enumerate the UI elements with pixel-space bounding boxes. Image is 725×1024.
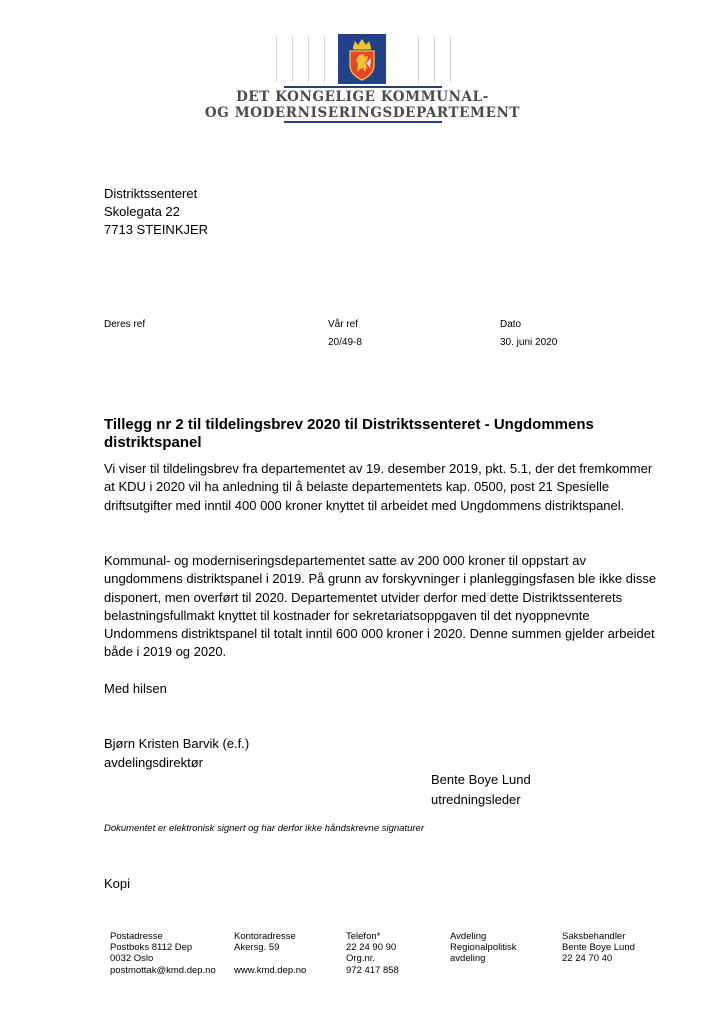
recipient-name: Distriktssenteret [104, 186, 198, 201]
signer-block-2 [431, 771, 531, 809]
recipient-postal: 7713 STEINKJER [104, 222, 209, 237]
signer-block-1 [104, 735, 249, 772]
footer-telefon-heading: Telefon* [346, 931, 381, 942]
footer-telefon-line: 22 24 90 90 [346, 942, 397, 954]
header-rule-bottom [284, 121, 442, 123]
footer-postadresse-heading: Postadresse [110, 931, 163, 942]
footer-postadresse-line: 0032 Oslo [110, 953, 154, 965]
footer-website-link[interactable]: www.kmd.dep.no [234, 964, 307, 976]
signer-2-title: utredningsleder [431, 791, 521, 807]
signer-2-name: Bente Boye Lund [431, 772, 531, 787]
footer-postadresse [110, 931, 216, 976]
body-paragraph-1: Vi viser til tildelingsbrev fra departementet av 19. desember 2019, pkt. 5.1, der det fremkommer at KDU i 2020 vil ha anledning til å belaste departementets kap. 0500, post 21 Spesielle driftsutgifter med inntil 400 000 kroner knyttet til arbeidet med Ungdommens distriktspanel. [104, 461, 653, 513]
signer-1-name: Bjørn Kristen Barvik (e.f.) [104, 736, 250, 751]
body-paragraph-2: Kommunal- og moderniseringsdepartementet satte av 200 000 kroner til oppstart av ungdommens distriktspanel i 2019. På grunn av forskyvninger i planleggingsfasen ble ikke disse disponert, men overført til 2020. Departementet utvider derfor med dette Distriktssenterets belastningsfullmakt knyttet til kostnader for sekretariatsoppgaven til det nyoppnevnte Undommens distriktspanel til totalt inntil 600 000 kroner i 2020. Denne summen gjelder arbeidet både i 2019 og 2020. [104, 553, 657, 660]
department-name-line-1: DET KONGELIGE KOMMUNAL- [236, 89, 489, 105]
footer-saksbehandler-heading: Saksbehandler [562, 931, 626, 942]
footer-kontoradresse-heading: Kontoradresse [234, 931, 296, 942]
footer-postadresse-line: Postboks 8112 Dep [110, 942, 193, 954]
footer-kontoradresse-line [234, 953, 306, 964]
footer-email-link[interactable]: postmottak@kmd.dep.no [110, 964, 216, 976]
footer-kontoradresse-line: Akersg. 59 [234, 942, 280, 954]
footer-saksbehandler-line: Bente Boye Lund [562, 942, 635, 954]
electronic-signature-note: Dokumentet er elektronisk signert og har derfor ikke håndskrevne signaturer [104, 823, 424, 834]
dato-value: 30. juni 2020 [500, 337, 558, 348]
signer-1-title: avdelingsdirektør [104, 754, 203, 770]
footer-avdeling [450, 931, 517, 965]
var-ref-label: Vår ref [328, 319, 359, 330]
recipient-street: Skolegata 22 [104, 204, 180, 219]
recipient-address [104, 185, 208, 239]
footer-telefon [346, 931, 399, 976]
footer-kontoradresse [234, 931, 306, 976]
footer-avdeling-line: avdeling [450, 953, 486, 965]
footer-saksbehandler-line: 22 24 70 40 [562, 953, 613, 965]
footer-avdeling-heading: Avdeling [450, 931, 487, 942]
copy-label: Kopi [104, 876, 131, 891]
dato-label: Dato [500, 319, 522, 330]
var-ref-value: 20/49-8 [328, 337, 362, 348]
footer-avdeling-line: Regionalpolitisk [450, 942, 517, 954]
footer-saksbehandler [562, 931, 635, 965]
department-name-line-2: OG MODERNISERINGSDEPARTEMENT [204, 105, 521, 121]
footer-telefon-line: 972 417 858 [346, 964, 399, 976]
closing-greeting: Med hilsen [104, 681, 167, 696]
header-rule-top [284, 86, 442, 88]
royal-coat-of-arms-icon [338, 34, 386, 84]
letter-title: Tillegg nr 2 til tildelingsbrev 2020 til Distriktssenteret - Ungdommens distriktspanel [104, 416, 594, 451]
deres-ref-label: Deres ref [104, 319, 146, 330]
footer-telefon-line: Org.nr. [346, 953, 376, 965]
